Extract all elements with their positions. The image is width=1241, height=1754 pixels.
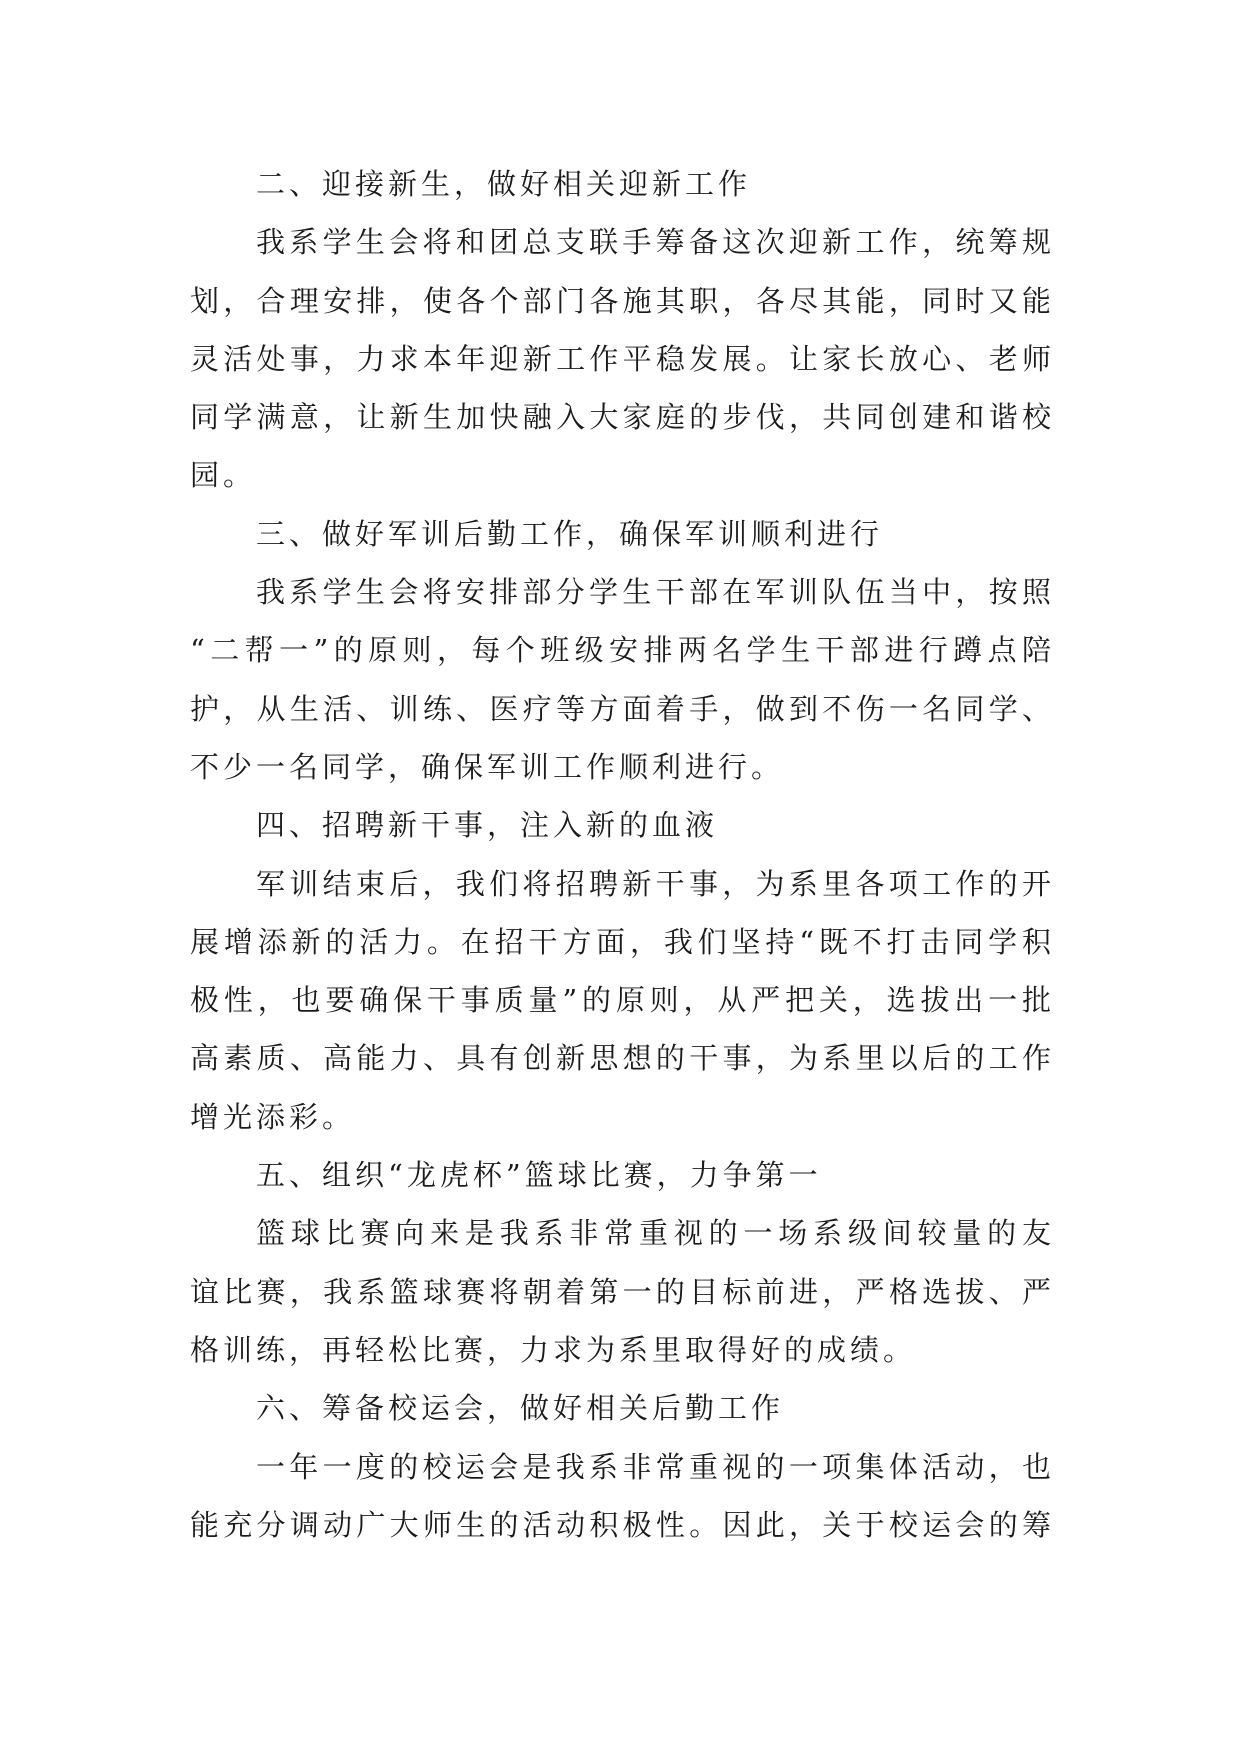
paragraph-line: 展增添新的活力。在招干方面，我们坚持“既不打击同学积 — [190, 924, 1051, 959]
paragraph-line: 增光添彩。 — [190, 1099, 356, 1134]
document-section — [190, 796, 1051, 1146]
paragraph-line: 我系学生会将和团总支联手筹备这次迎新工作，统筹规 — [256, 225, 1051, 260]
paragraph-line: 灵活处事，力求本年迎新工作平稳发展。让家长放心、老师 — [190, 341, 1051, 376]
paragraph-line: 格训练，再轻松比赛，力求为系里取得好的成绩。 — [190, 1332, 917, 1367]
paragraph-line: 划，合理安排，使各个部门各施其职，各尽其能，同时又能 — [190, 283, 1051, 318]
paragraph-line: 园。 — [190, 458, 257, 493]
paragraph-line: 军训结束后，我们将招聘新干事，为系里各项工作的开 — [256, 866, 1051, 901]
document-section — [190, 1146, 1051, 1379]
section-heading: 四、招聘新干事，注入新的血液 — [256, 808, 719, 843]
paragraph — [190, 563, 1051, 796]
section-heading: 五、组织“龙虎杯”篮球比赛，力争第一 — [256, 1158, 822, 1193]
paragraph-line: 谊比赛，我系篮球赛将朝着第一的目标前进，严格选拔、严 — [190, 1274, 1051, 1309]
paragraph-line: 我系学生会将安排部分学生干部在军训队伍当中，按照 — [256, 575, 1051, 610]
document-page — [190, 155, 1051, 1554]
document-section — [190, 155, 1051, 505]
paragraph-line: 能充分调动广大师生的活动积极性。因此，关于校运会的筹 — [190, 1507, 1051, 1542]
paragraph-line: 篮球比赛向来是我系非常重视的一场系级间较量的友 — [256, 1216, 1051, 1251]
document-section — [190, 1379, 1051, 1554]
paragraph — [190, 213, 1051, 504]
paragraph-line: 高素质、高能力、具有创新思想的干事，为系里以后的工作 — [190, 1041, 1051, 1076]
paragraph-line: 一年一度的校运会是我系非常重视的一项集体活动，也 — [256, 1449, 1051, 1484]
paragraph-line: 同学满意，让新生加快融入大家庭的步伐，共同创建和谐校 — [190, 400, 1051, 435]
paragraph-line: 不少一名同学，确保军训工作顺利进行。 — [190, 749, 785, 784]
paragraph — [190, 855, 1051, 1146]
paragraph-line: “二帮一”的原则，每个班级安排两名学生干部进行蹲点陪 — [190, 633, 1051, 668]
paragraph-line: 护，从生活、训练、医疗等方面着手，做到不伤一名同学、 — [190, 691, 1051, 726]
document-section — [190, 505, 1051, 796]
paragraph-line: 极性，也要确保干事质量”的原则，从严把关，选拔出一批 — [190, 983, 1051, 1018]
paragraph — [190, 1438, 1051, 1555]
paragraph — [190, 1204, 1051, 1379]
section-heading: 六、筹备校运会，做好相关后勤工作 — [256, 1391, 785, 1426]
section-heading: 二、迎接新生，做好相关迎新工作 — [256, 167, 752, 201]
section-heading: 三、做好军训后勤工作，确保军训顺利进行 — [256, 516, 884, 551]
